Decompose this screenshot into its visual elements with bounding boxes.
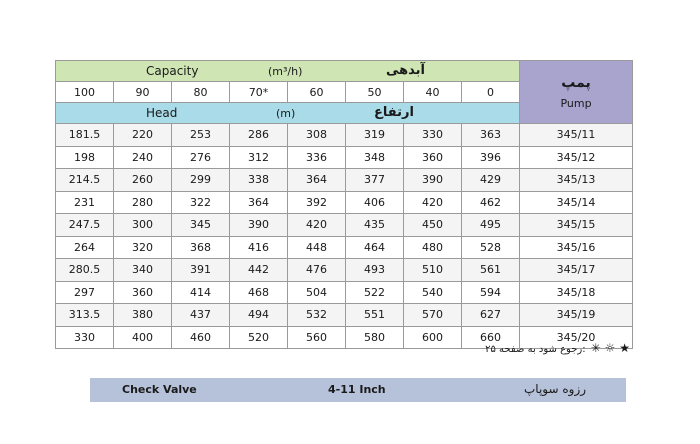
head-value-cell: 364 bbox=[288, 169, 346, 192]
head-value-cell: 330 bbox=[56, 326, 114, 349]
table-row bbox=[56, 236, 633, 259]
head-value-cell: 240 bbox=[114, 146, 172, 169]
head-value-cell: 580 bbox=[346, 326, 404, 349]
head-value-cell: 391 bbox=[172, 259, 230, 282]
head-value-cell: 280 bbox=[114, 191, 172, 214]
head-value-cell: 450 bbox=[404, 214, 462, 237]
head-value-cell: 198 bbox=[56, 146, 114, 169]
capacity-value: 90 bbox=[114, 82, 172, 103]
head-value-cell: 400 bbox=[114, 326, 172, 349]
pump-model-cell: 345/17 bbox=[520, 259, 633, 282]
head-value-cell: 493 bbox=[346, 259, 404, 282]
head-value-cell: 468 bbox=[230, 281, 288, 304]
table-row bbox=[56, 191, 633, 214]
table-row bbox=[56, 304, 633, 327]
pump-model-cell: 345/15 bbox=[520, 214, 633, 237]
head-value-cell: 253 bbox=[172, 124, 230, 147]
head-label-fa: ارتفاع bbox=[374, 105, 414, 120]
head-value-cell: 319 bbox=[346, 124, 404, 147]
head-value-cell: 300 bbox=[114, 214, 172, 237]
capacity-value: 50 bbox=[346, 82, 404, 103]
table-row bbox=[56, 259, 633, 282]
head-value-cell: 360 bbox=[114, 281, 172, 304]
footnote bbox=[440, 341, 630, 357]
head-value-cell: 360 bbox=[404, 146, 462, 169]
capacity-label-en: Capacity bbox=[146, 64, 199, 78]
capacity-value: 60 bbox=[288, 82, 346, 103]
pump-model-cell: 345/19 bbox=[520, 304, 633, 327]
head-value-cell: 570 bbox=[404, 304, 462, 327]
head-value-cell: 345 bbox=[172, 214, 230, 237]
capacity-header-row bbox=[56, 61, 633, 82]
head-value-cell: 280.5 bbox=[56, 259, 114, 282]
head-unit: (m) bbox=[276, 107, 296, 120]
head-data-body bbox=[56, 124, 633, 349]
head-value-cell: 313.5 bbox=[56, 304, 114, 327]
head-value-cell: 414 bbox=[172, 281, 230, 304]
head-value-cell: 462 bbox=[462, 191, 520, 214]
head-value-cell: 442 bbox=[230, 259, 288, 282]
pump-model-cell: 345/20 bbox=[520, 326, 633, 349]
capacity-value: 80 bbox=[172, 82, 230, 103]
head-value-cell: 532 bbox=[288, 304, 346, 327]
head-value-cell: 561 bbox=[462, 259, 520, 282]
head-value-cell: 308 bbox=[288, 124, 346, 147]
head-value-cell: 312 bbox=[230, 146, 288, 169]
pump-header bbox=[520, 61, 633, 124]
check-valve-bar bbox=[90, 378, 626, 402]
head-value-cell: 522 bbox=[346, 281, 404, 304]
head-value-cell: 297 bbox=[56, 281, 114, 304]
head-value-cell: 338 bbox=[230, 169, 288, 192]
head-value-cell: 420 bbox=[404, 191, 462, 214]
pump-label-fa: پمپ bbox=[561, 74, 591, 91]
head-value-cell: 260 bbox=[114, 169, 172, 192]
head-value-cell: 380 bbox=[114, 304, 172, 327]
head-value-cell: 320 bbox=[114, 236, 172, 259]
head-value-cell: 480 bbox=[404, 236, 462, 259]
pump-model-cell: 345/11 bbox=[520, 124, 633, 147]
table-row bbox=[56, 281, 633, 304]
head-value-cell: 429 bbox=[462, 169, 520, 192]
head-value-cell: 448 bbox=[288, 236, 346, 259]
head-value-cell: 299 bbox=[172, 169, 230, 192]
head-value-cell: 368 bbox=[172, 236, 230, 259]
head-value-cell: 495 bbox=[462, 214, 520, 237]
head-value-cell: 364 bbox=[230, 191, 288, 214]
head-value-cell: 276 bbox=[172, 146, 230, 169]
head-value-cell: 220 bbox=[114, 124, 172, 147]
table-row bbox=[56, 169, 633, 192]
head-value-cell: 322 bbox=[172, 191, 230, 214]
footnote-star-icons: ★ ☼ ✳ bbox=[590, 341, 630, 355]
head-value-cell: 494 bbox=[230, 304, 288, 327]
head-value-cell: 600 bbox=[404, 326, 462, 349]
capacity-unit: (m³/h) bbox=[268, 65, 303, 78]
head-value-cell: 627 bbox=[462, 304, 520, 327]
head-value-cell: 420 bbox=[288, 214, 346, 237]
head-value-cell: 348 bbox=[346, 146, 404, 169]
pump-model-cell: 345/13 bbox=[520, 169, 633, 192]
head-value-cell: 264 bbox=[56, 236, 114, 259]
capacity-value: 0 bbox=[462, 82, 520, 103]
head-value-cell: 363 bbox=[462, 124, 520, 147]
head-value-cell: 231 bbox=[56, 191, 114, 214]
table-row bbox=[56, 124, 633, 147]
capacity-value: 40 bbox=[404, 82, 462, 103]
head-value-cell: 437 bbox=[172, 304, 230, 327]
thread-size: 4-11 Inch bbox=[328, 383, 386, 396]
head-value-cell: 520 bbox=[230, 326, 288, 349]
head-value-cell: 377 bbox=[346, 169, 404, 192]
head-value-cell: 540 bbox=[404, 281, 462, 304]
head-value-cell: 286 bbox=[230, 124, 288, 147]
head-label-en: Head bbox=[146, 106, 178, 120]
head-value-cell: 551 bbox=[346, 304, 404, 327]
capacity-label-fa: آبدهی bbox=[386, 63, 426, 78]
head-value-cell: 330 bbox=[404, 124, 462, 147]
head-value-cell: 392 bbox=[288, 191, 346, 214]
head-value-cell: 390 bbox=[230, 214, 288, 237]
pump-performance-table bbox=[55, 60, 633, 349]
capacity-value: 100 bbox=[56, 82, 114, 103]
pump-model-cell: 345/16 bbox=[520, 236, 633, 259]
head-value-cell: 594 bbox=[462, 281, 520, 304]
pump-model-cell: 345/12 bbox=[520, 146, 633, 169]
head-value-cell: 340 bbox=[114, 259, 172, 282]
table-row bbox=[56, 214, 633, 237]
head-value-cell: 464 bbox=[346, 236, 404, 259]
head-value-cell: 181.5 bbox=[56, 124, 114, 147]
head-value-cell: 510 bbox=[404, 259, 462, 282]
head-value-cell: 406 bbox=[346, 191, 404, 214]
pump-label-en: Pump bbox=[560, 96, 592, 110]
head-header bbox=[56, 103, 520, 124]
pump-model-cell: 345/14 bbox=[520, 191, 633, 214]
head-value-cell: 528 bbox=[462, 236, 520, 259]
head-value-cell: 560 bbox=[288, 326, 346, 349]
head-value-cell: 396 bbox=[462, 146, 520, 169]
table-row bbox=[56, 146, 633, 169]
head-value-cell: 416 bbox=[230, 236, 288, 259]
pump-model-cell: 345/18 bbox=[520, 281, 633, 304]
head-value-cell: 435 bbox=[346, 214, 404, 237]
head-value-cell: 660 bbox=[462, 326, 520, 349]
head-value-cell: 504 bbox=[288, 281, 346, 304]
head-value-cell: 460 bbox=[172, 326, 230, 349]
capacity-header bbox=[56, 61, 520, 82]
check-valve-label: Check Valve bbox=[122, 383, 197, 396]
head-value-cell: 390 bbox=[404, 169, 462, 192]
head-value-cell: 214.5 bbox=[56, 169, 114, 192]
check-valve-label-fa: رزوه سوپاپ bbox=[524, 382, 587, 396]
footnote-text: :رجوع شود به صفحه ۲۵ bbox=[485, 344, 586, 355]
head-value-cell: 247.5 bbox=[56, 214, 114, 237]
capacity-value: 70* bbox=[230, 82, 288, 103]
head-value-cell: 476 bbox=[288, 259, 346, 282]
head-value-cell: 336 bbox=[288, 146, 346, 169]
